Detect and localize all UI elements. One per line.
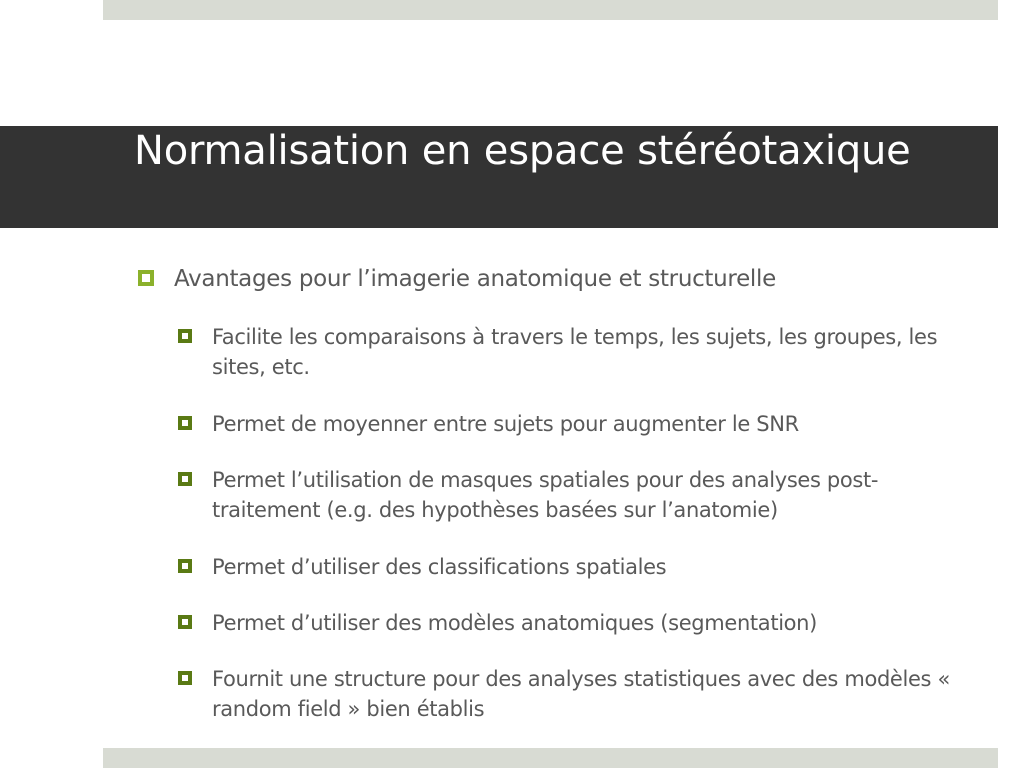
slide-title: Normalisation en espace stéréotaxique (134, 128, 911, 174)
sub-bullet-text: Permet d’utiliser des modèles anatomiques (segmentation) (212, 611, 817, 635)
main-bullet-text: Avantages pour l’imagerie anatomique et structurelle (174, 266, 776, 292)
hollow-square-icon (178, 671, 192, 685)
sub-bullet-text: Permet d’utiliser des classifications spatiales (212, 555, 667, 579)
hollow-square-icon (178, 615, 192, 629)
bottom-decorative-band (103, 748, 998, 768)
hollow-square-icon (138, 270, 154, 286)
sub-bullet-text: Fournit une structure pour des analyses statistiques avec des modèles « random field » bien établis (212, 667, 950, 721)
hollow-square-icon (178, 416, 192, 430)
sub-bullet-text: Permet l’utilisation de masques spatiales pour des analyses post-traitement (e.g. des hypothèses basées sur l’anatomie) (212, 468, 879, 522)
sub-bullet-text: Permet de moyenner entre sujets pour augmenter le SNR (212, 412, 799, 436)
hollow-square-icon (178, 559, 192, 573)
hollow-square-icon (178, 472, 192, 486)
sub-bullet-text: Facilite les comparaisons à travers le temps, les sujets, les groupes, les sites, etc. (212, 325, 938, 379)
hollow-square-icon (178, 329, 192, 343)
